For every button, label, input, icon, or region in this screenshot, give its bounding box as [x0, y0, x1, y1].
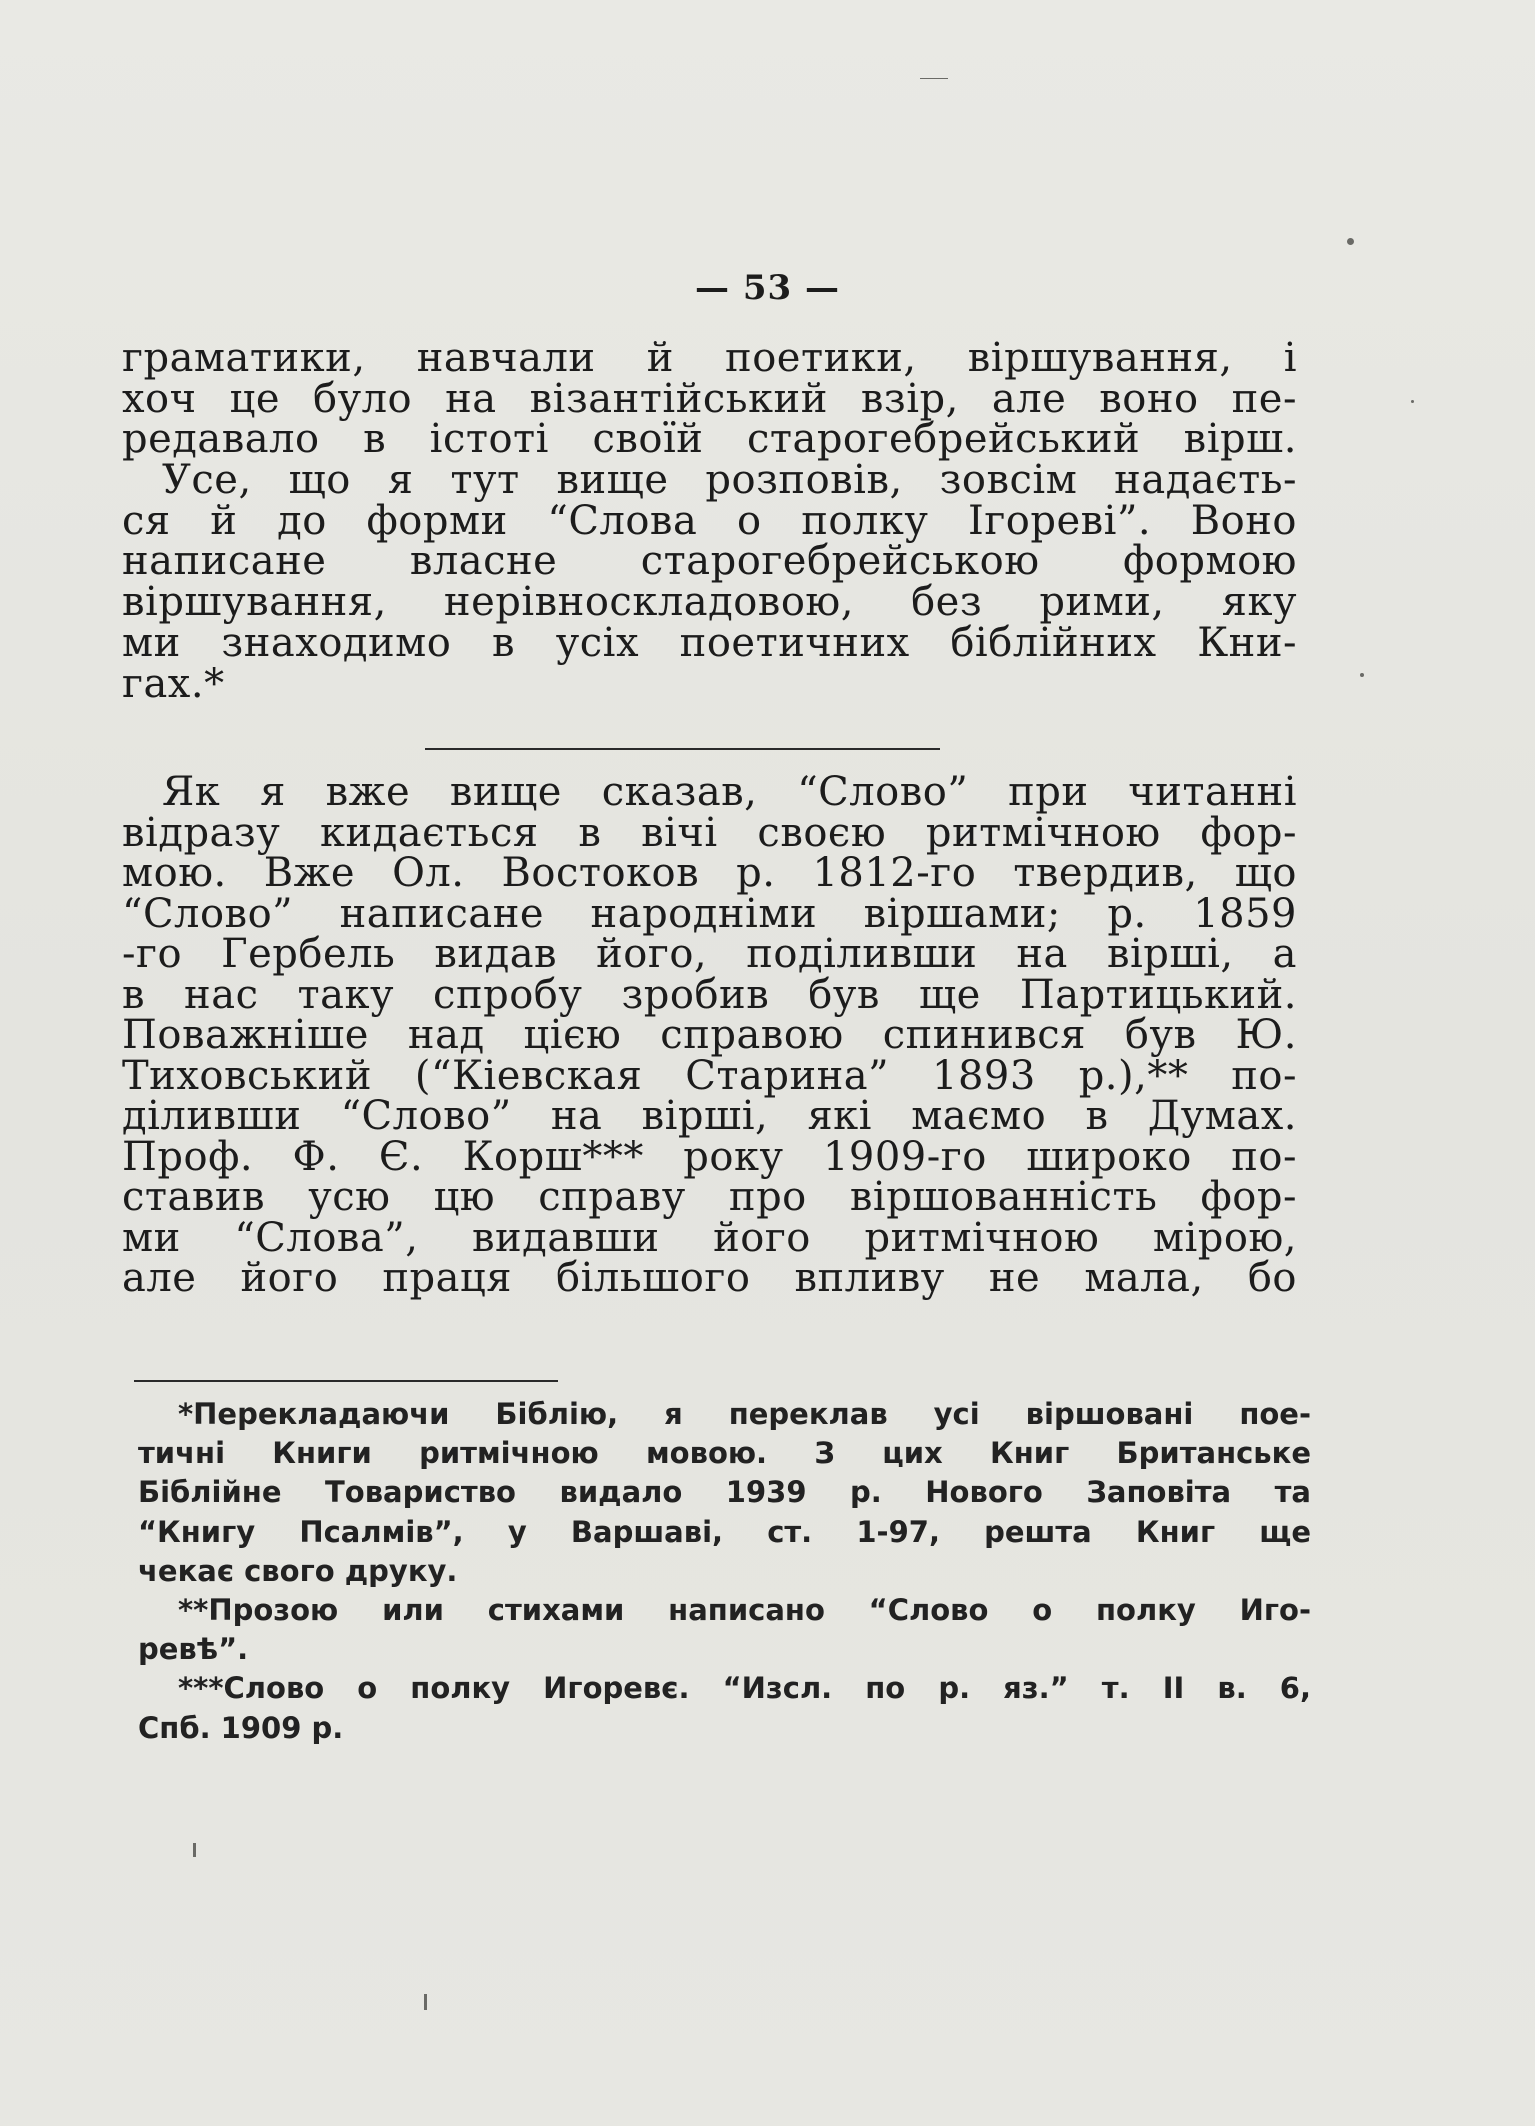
text-line: написане власне старогебрейською формою — [122, 538, 1297, 585]
text-line: хоч це було на візантійський взір, але воно пе- — [122, 375, 1297, 422]
text-line: Тиховський (“Кіевская Старина” 1893 р.),** по- — [122, 1052, 1297, 1099]
text-line: ставив усю цю справу про віршованність фор- — [122, 1174, 1297, 1220]
text-line: Проф. Ф. Є. Корш*** року 1909-го широко по- — [122, 1133, 1297, 1180]
text-line: в нас таку спробу зробив був ще Партицький. — [122, 971, 1297, 1018]
paper-speck — [920, 78, 948, 79]
paper-speck — [1360, 673, 1364, 677]
section-divider — [425, 748, 940, 750]
footnote-line: Спб. 1909 р. — [138, 1710, 344, 1745]
footnote-divider — [134, 1380, 558, 1382]
text-line: Усе, що я тут вище розповів, зовсім надаєть- — [162, 457, 1297, 504]
paper-speck — [1411, 400, 1414, 403]
footnote-line: чекає свого друку. — [138, 1553, 458, 1588]
footnote-line: “Книгу Псалмів”, у Варшаві, ст. 1-97, решта Книг ще — [138, 1514, 1311, 1549]
text-line: відразу кидається в вічі своєю ритмічною фор- — [122, 809, 1297, 856]
text-line: гах.* — [122, 660, 225, 707]
paper-speck — [424, 1994, 427, 2010]
footnote-line: тичні Книги ритмічною мовою. З цих Книг Британське — [138, 1436, 1311, 1471]
footnote-line: **Прозою или стихами написано “Слово о полку Иго- — [178, 1592, 1311, 1627]
text-line: редавало в істоті своїй старогебрейський вірш. — [122, 416, 1297, 463]
paper-speck — [1347, 238, 1354, 245]
text-line: мою. Вже Ол. Востоков р. 1812-го твердив, що — [122, 850, 1297, 896]
footnote-line: ***Слово о полку Игоревє. “Изсл. по р. яз.” т. II в. 6, — [178, 1671, 1311, 1706]
text-line: -го Гербель видав його, поділивши на вірші, а — [122, 931, 1297, 977]
text-line: ми “Слова”, видавши його ритмічною мірою, — [122, 1214, 1297, 1261]
paper-speck — [193, 1843, 196, 1857]
text-line: але його праця більшого впливу не мала, бо — [122, 1255, 1297, 1301]
footnotes — [138, 1395, 1311, 1748]
text-line: ми знаходимо в усіх поетичних біблійних Кни- — [122, 619, 1297, 666]
footnote-line: *Перекладаючи Біблію, я переклав усі віршовані пое- — [178, 1397, 1311, 1431]
text-line: ся й до форми “Слова о полку Ігореві”. Воно — [122, 497, 1297, 544]
paragraph-main — [122, 769, 1297, 1301]
page-number: — 53 — — [695, 268, 840, 308]
text-line: граматики, навчали й поетики, віршування, і — [122, 335, 1297, 381]
text-line: Як я вже вище сказав, “Слово” при читанні — [162, 769, 1297, 815]
paragraph-top — [122, 335, 1297, 707]
text-line: “Слово” написане народніми віршами; р. 1859 — [122, 890, 1297, 937]
footnote-line: Біблійне Товариство видало 1939 р. Нового Заповіта та — [138, 1475, 1311, 1510]
text-line: діливши “Слово” на вірші, які маємо в Думах. — [122, 1093, 1297, 1139]
text-line: віршування, нерівноскладовою, без рими, яку — [122, 579, 1297, 626]
text-line: Поважніше над цією справою спинився був Ю. — [122, 1012, 1297, 1058]
footnote-line: ревѣ”. — [138, 1632, 249, 1667]
